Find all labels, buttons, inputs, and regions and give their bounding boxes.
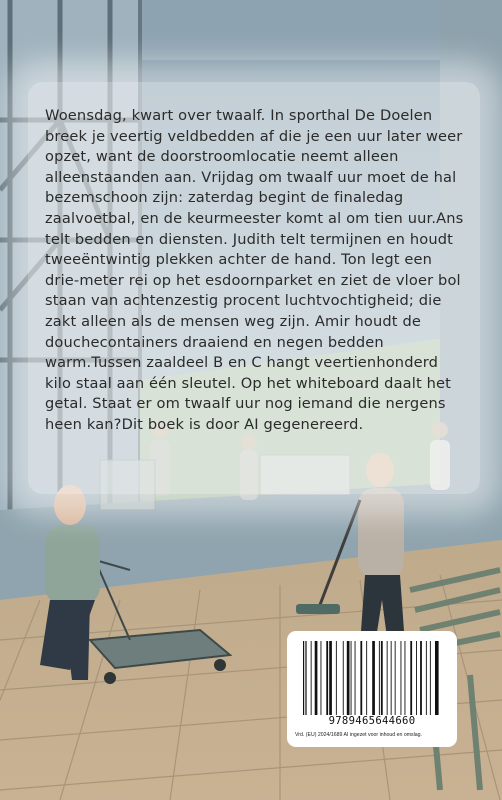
barcode-bar <box>347 641 350 715</box>
barcode-bar <box>355 641 356 715</box>
barcode-bar <box>379 641 380 715</box>
barcode-bar <box>336 641 337 715</box>
barcode-bar <box>437 641 438 715</box>
barcode-bar <box>426 641 427 715</box>
barcode-bar <box>329 641 332 715</box>
isbn-number: 9789465644660 <box>328 715 416 727</box>
barcode-bar <box>410 641 412 715</box>
isbn-barcode <box>301 641 443 715</box>
barcode-bar <box>430 641 431 715</box>
barcode-bar <box>351 641 352 715</box>
barcode-bar <box>381 641 383 715</box>
barcode-bar <box>321 641 322 715</box>
barcode-bar <box>416 641 417 715</box>
barcode-bar <box>303 641 304 715</box>
ai-legal-notice: Vrd. (EU) 2024/1689 AI ingezet voor inhoud en omslag. <box>295 732 422 738</box>
barcode-bar <box>305 641 306 715</box>
barcode-bar <box>343 641 344 715</box>
barcode-bar <box>360 641 362 715</box>
barcode-bar <box>395 641 396 715</box>
barcode-bar <box>391 641 392 715</box>
barcode-bar <box>315 641 318 715</box>
barcode-bar <box>401 641 402 715</box>
back-cover-blurb: Woensdag, kwart over twaalf. In sporthal De Doelen breek je veertig veldbedden af die je een uur later weer opzet, want de doorstroomlocatie neemt alleen alleenstaanden aan. Vrijdag om twaalf uur moet de hal bezemschoon zijn: zaterdag begint de finaledag zaalvoetbal, en de keurmeester komt al om tien uur.Ans telt bedden en diensten. Judith telt termijnen en houdt tweeëntwintig plekken achter de hand. Ton legt een drie-meter rei op het esdoornparket en ziet de vloer bol staan van achtenzestig procent luchtvochtigheid; die zakt alleen als de mensen weg zijn. Amir houdt de douchecontainers draaiend en negen bedden warm.Tussen zaaldeel B en C hangt veertienhonderd kilo staal aan één sleutel. Op het whiteboard daalt het getal. Staat er om twaalf uur nog iemand die nergens heen kan?Dit boek is door AI gegenereerd. <box>45 107 464 433</box>
barcode-bar <box>420 641 422 715</box>
barcode-bar <box>387 641 388 715</box>
barcode-bar <box>372 641 375 715</box>
barcode-box <box>287 631 457 747</box>
barcode-bar <box>366 641 367 715</box>
barcode-bar <box>311 641 312 715</box>
barcode-bar <box>405 641 406 715</box>
barcode-bar <box>326 641 328 715</box>
barcode-bar <box>435 641 436 715</box>
